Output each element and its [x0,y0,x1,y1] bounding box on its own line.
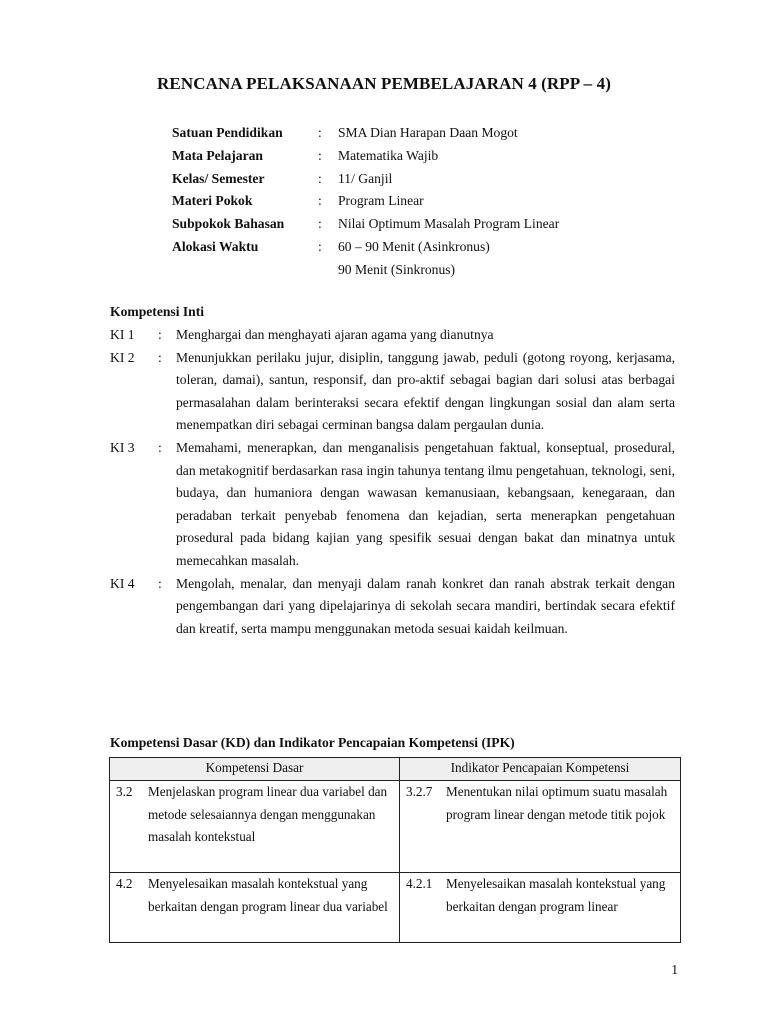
ipk-cell [400,873,681,943]
kd-number: 3.2 [116,784,133,799]
kd-text: Menyelesaikan masalah kontekstual yang berkaitan dengan program linear dua variabel [148,876,388,914]
ki-code: KI 4 [110,575,135,591]
ki-text: Menunjukkan perilaku jujur, disiplin, tanggung jawab, peduli (gotong royong, kerjasama, toleran, damai), santun, responsif, dan pro-aktif sebagai bagian dari solusi atas berbagai permasalahan dalam berinteraksi secara efektif dengan lingkungan sosial dan alam serta menempatkan diri sebagai cerminan bangsa dalam pergaulan dunia. [176,349,675,433]
page-number: 1 [671,962,678,977]
info-label: Kelas/ Semester [172,170,265,186]
ki-colon: : [158,439,162,455]
info-label: Subpokok Bahasan [172,216,285,232]
info-value: Matematika Wajib [338,147,439,163]
kd-number: 4.2 [116,876,133,891]
info-row-subpokok [172,213,692,236]
table-header-ipk: Indikator Pencapaian Kompetensi [400,758,681,781]
ki-colon: : [158,575,162,591]
table-header-row [110,758,681,781]
info-colon: : [318,238,322,254]
info-label: Materi Pokok [172,193,253,209]
info-value: SMA Dian Harapan Daan Mogot [338,125,518,140]
info-value: Program Linear [338,193,424,209]
ki-heading: Kompetensi Inti [110,304,205,319]
kd-cell [110,873,400,943]
kd-heading: Kompetensi Dasar (KD) dan Indikator Pencapaian Kompetensi (IPK) [110,735,515,750]
kd-text: Menjelaskan program linear dua variabel dan metode selesaiannya dengan menggunakan masalah kontekstual [148,784,388,845]
info-label: Alokasi Waktu [172,238,259,254]
ki-colon: : [158,349,162,365]
kd-ipk-table [109,757,681,943]
ki-text: Menghargai dan menghayati ajaran agama yang dianutnya [176,327,494,342]
info-colon: : [318,193,322,209]
info-row-materi [172,190,692,213]
table-row [110,873,681,943]
table-header-kd: Kompetensi Dasar [110,758,400,781]
info-row-alokasi [172,236,692,259]
info-row-mapel [172,145,692,168]
info-row-kelas [172,168,692,191]
info-colon: : [318,216,322,232]
ki-item [110,437,675,573]
info-label: Mata Pelajaran [172,147,263,163]
info-colon: : [318,125,322,140]
document-title: RENCANA PELAKSANAAN PEMBELAJARAN 4 (RPP – 4) [157,74,611,93]
info-row-alokasi-2 [172,259,692,282]
ki-item [110,347,675,437]
table-row [110,781,681,873]
info-value: 11/ Ganjil [338,170,393,186]
ki-text: Mengolah, menalar, dan menyaji dalam ranah konkret dan ranah abstrak terkait dengan pengembangan dari yang dipelajarinya di sekolah secara mandiri, bertindak secara efektif dan kreatif, serta mampu menggunakan metoda sesuai kaidah keilmuan. [176,575,675,636]
ki-item [110,324,675,347]
ki-code: KI 2 [110,349,135,365]
kd-cell [110,781,400,873]
ipk-number: 4.2.1 [406,876,433,891]
info-row-satuan [172,122,692,145]
info-value: 60 – 90 Menit (Asinkronus) [338,238,490,254]
ki-code: KI 3 [110,439,135,455]
ki-list [110,324,675,640]
ki-text: Memahami, menerapkan, dan menganalisis pengetahuan faktual, konseptual, prosedural, dan metakognitif berdasarkan rasa ingin tahunya tentang ilmu pengetahuan, teknologi, seni, budaya, dan humaniora dengan wawasan kemanusiaan, kebangsaan, kenegaraan, dan peradaban terkait penyebab fenomena dan kejadian, serta menerapkan pengetahuan prosedural pada bidang kajian yang spesifik sesuai dengan bakat dan minatnya untuk memecahkan masalah. [176,439,675,568]
info-value: 90 Menit (Sinkronus) [338,261,456,277]
ipk-cell [400,781,681,873]
info-value: Nilai Optimum Masalah Program Linear [338,216,560,232]
ipk-number: 3.2.7 [406,784,433,799]
ki-item [110,573,675,641]
info-colon: : [318,147,322,163]
ki-code: KI 1 [110,327,135,342]
identity-block [172,122,692,282]
ipk-text: Menentukan nilai optimum suatu masalah program linear dengan metode titik pojok [446,784,668,822]
info-label: Satuan Pendidikan [172,125,283,140]
ki-colon: : [158,327,162,342]
info-colon: : [318,170,322,186]
ipk-text: Menyelesaikan masalah kontekstual yang berkaitan dengan program linear [446,876,666,914]
